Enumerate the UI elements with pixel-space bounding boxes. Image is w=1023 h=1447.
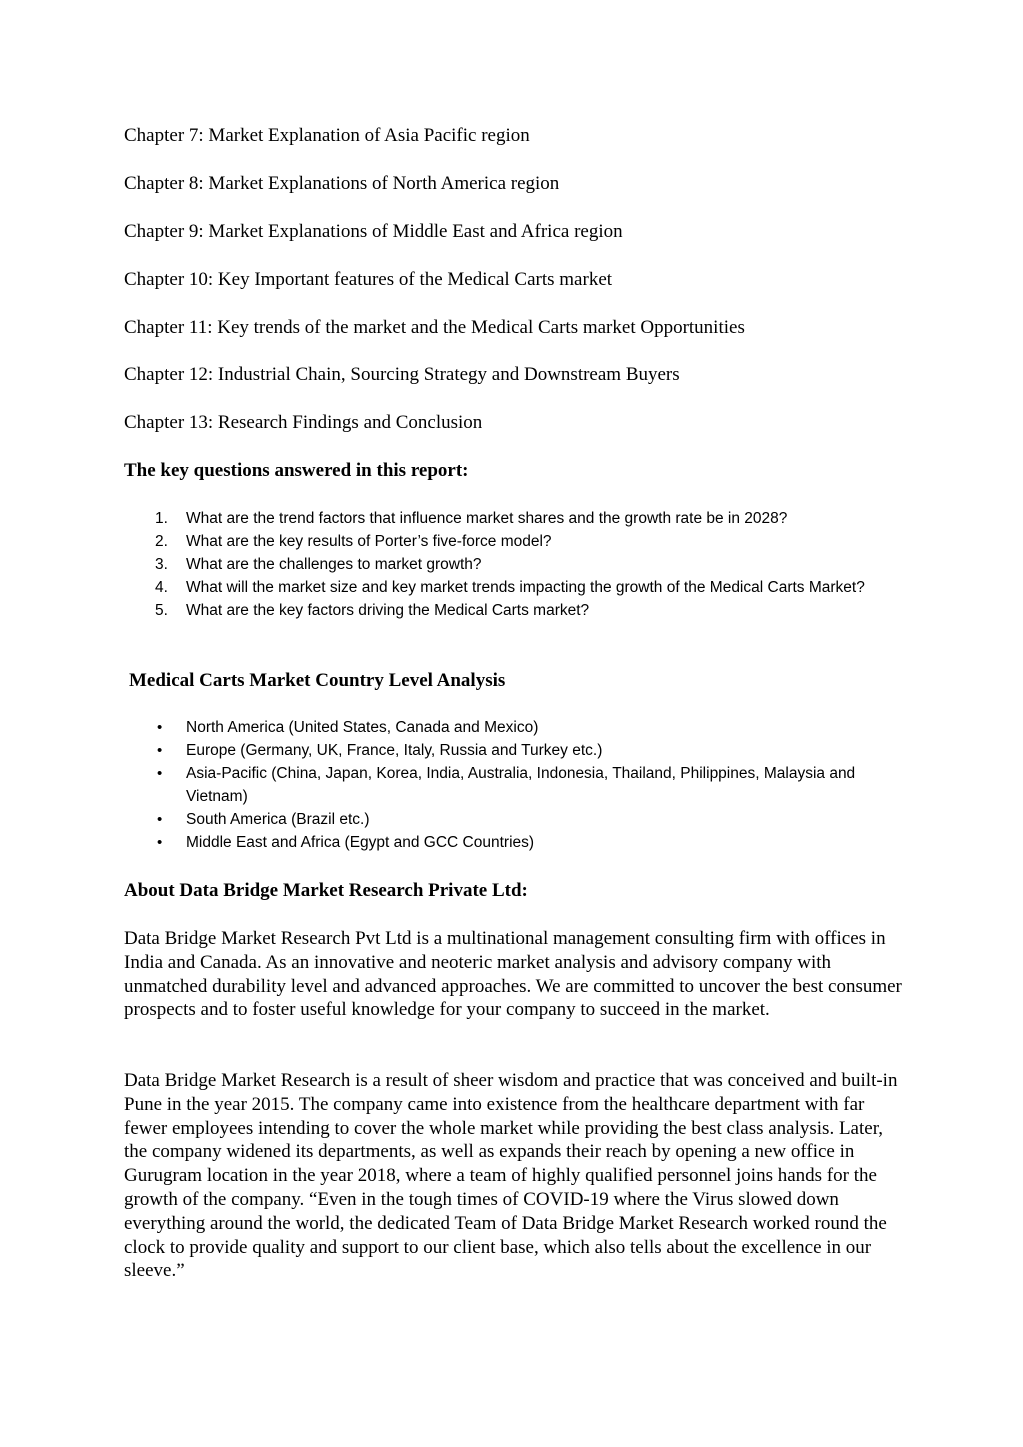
about-paragraph-2: Data Bridge Market Research is a result of sheer wisdom and practice that was conceived and built-in Pune in the year 2015. The company came into existence from the healthcare department with far fewer employees intending to cover the whole market while providing the best class analysis. Later, the company widened its departments, as well as expands their reach by opening a new office in Gurugram location in the year 2018, where a team of highly qualified personnel joins hands for the growth of the company. “Even in the tough times of COVID-19 where the Virus slowed down everything around the world, the dedicated Team of Data Bridge Market Research worked round the clock to provide quality and support to our client base, which also tells about the excellence in our sleeve.” — [124, 1070, 898, 1282]
list-item — [124, 716, 904, 739]
list-item — [124, 739, 904, 762]
chapter-8: Chapter 8: Market Explanations of North America region — [124, 173, 560, 194]
list-item-text: Europe (Germany, UK, France, Italy, Russia and Turkey etc.) — [186, 742, 603, 759]
country-analysis-heading: Medical Carts Market Country Level Analysis — [129, 670, 506, 691]
chapter-7: Chapter 7: Market Explanation of Asia Pacific region — [124, 125, 530, 146]
list-item-text: What are the key results of Porter’s five-force model? — [186, 533, 552, 550]
list-item-text: What are the trend factors that influence market shares and the growth rate be in 2028? — [186, 510, 788, 527]
list-item-text: What will the market size and key market trends impacting the growth of the Medical Carts Market? — [186, 579, 865, 596]
list-item-text: What are the challenges to market growth? — [186, 556, 482, 573]
key-questions-heading: The key questions answered in this report: — [124, 460, 469, 481]
list-item — [124, 553, 904, 576]
list-number: 1. — [155, 510, 168, 527]
list-item — [124, 530, 904, 553]
key-questions-list — [124, 507, 904, 622]
chapter-11: Chapter 11: Key trends of the market and the Medical Carts market Opportunities — [124, 317, 745, 338]
chapter-12: Chapter 12: Industrial Chain, Sourcing Strategy and Downstream Buyers — [124, 364, 680, 385]
list-number: 5. — [155, 602, 168, 619]
list-item — [124, 808, 904, 831]
list-item — [124, 762, 904, 808]
list-item — [124, 599, 904, 622]
list-item-text: South America (Brazil etc.) — [186, 811, 370, 828]
list-number: 2. — [155, 533, 168, 550]
list-number: 3. — [155, 556, 168, 573]
chapter-9: Chapter 9: Market Explanations of Middle East and Africa region — [124, 221, 623, 242]
list-item — [124, 576, 904, 599]
chapter-13: Chapter 13: Research Findings and Conclusion — [124, 412, 483, 433]
country-list — [124, 716, 904, 854]
list-number: 4. — [155, 579, 168, 596]
list-item-text: What are the key factors driving the Medical Carts market? — [186, 602, 590, 619]
bullet-icon: • — [157, 765, 163, 782]
chapter-10: Chapter 10: Key Important features of the Medical Carts market — [124, 269, 613, 290]
list-item-text: Asia-Pacific (China, Japan, Korea, India, Australia, Indonesia, Thailand, Philippines, Malaysia and Vietnam) — [186, 765, 856, 805]
list-item — [124, 831, 904, 854]
list-item — [124, 507, 904, 530]
bullet-icon: • — [157, 742, 163, 759]
bullet-icon: • — [157, 834, 163, 851]
bullet-icon: • — [157, 811, 163, 828]
list-item-text: Middle East and Africa (Egypt and GCC Countries) — [186, 834, 535, 851]
list-item-text: North America (United States, Canada and Mexico) — [186, 719, 539, 736]
bullet-icon: • — [157, 719, 163, 736]
about-heading: About Data Bridge Market Research Private Ltd: — [124, 880, 528, 901]
about-paragraph-1: Data Bridge Market Research Pvt Ltd is a multinational management consulting firm with offices in India and Canada. As an innovative and neoteric market analysis and advisory company with unmatched durability level and advanced approaches. We are committed to uncover the best consumer prospects and to foster useful knowledge for your company to succeed in the market. — [124, 928, 902, 1021]
